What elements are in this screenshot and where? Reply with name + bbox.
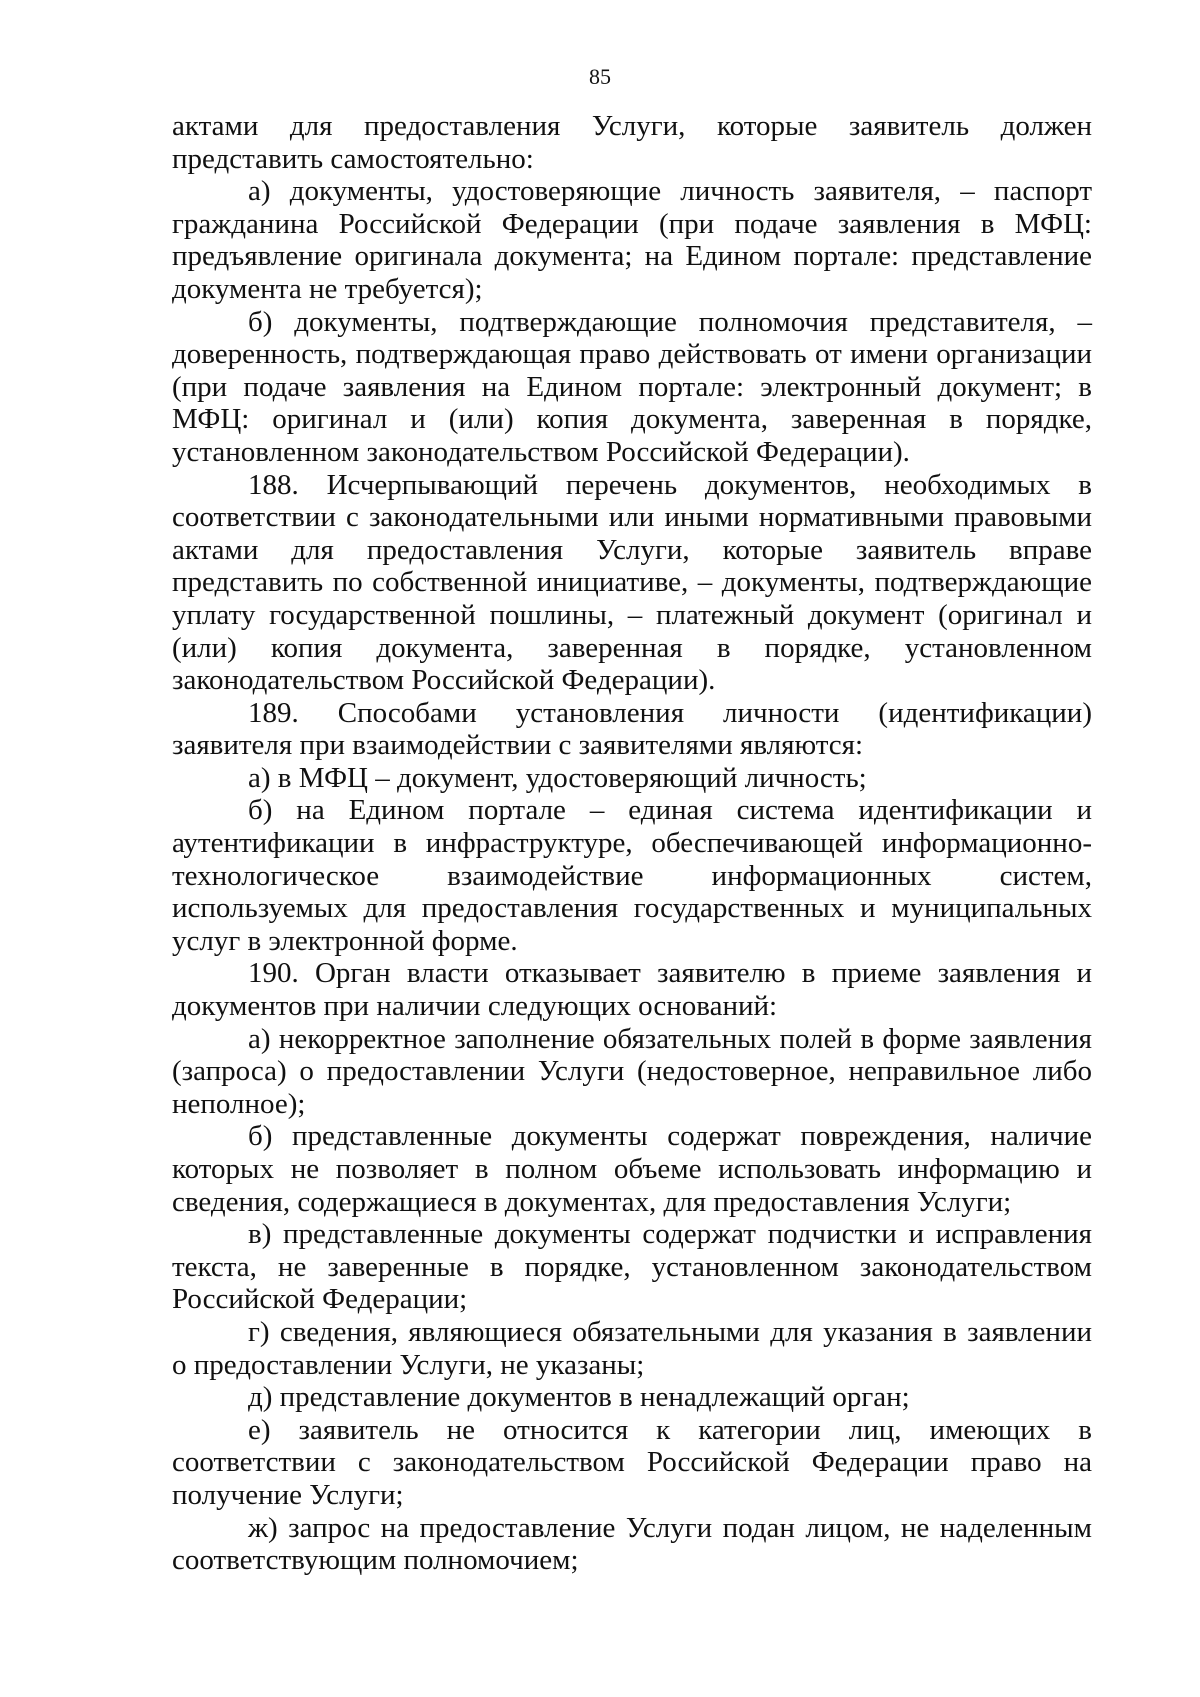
paragraph-190-item-v: в) представленные документы содержат подчистки и исправления текста, не заверенные в порядке, установленном законодательством Российской Федерации; xyxy=(172,1218,1092,1316)
paragraph-189-item-a: а) в МФЦ – документ, удостоверяющий личность; xyxy=(248,761,867,794)
page-number: 85 xyxy=(589,64,611,89)
paragraph-190-item-e: е) заявитель не относится к категории лиц, имеющих в соответствии с законодательством Российской Федерации право на получение Услуги; xyxy=(172,1413,1092,1511)
document-body xyxy=(172,110,1092,1577)
paragraph-189: 189. Способами установления личности (идентификации) заявителя при взаимодействии с заявителями являются: xyxy=(172,696,1092,762)
paragraph-190: 190. Орган власти отказывает заявителю в приеме заявления и документов при наличии следующих оснований: xyxy=(172,957,1092,1023)
paragraph-190-item-a: а) некорректное заполнение обязательных полей в форме заявления (запроса) о предоставлении Услуги (недостоверное, неправильное либо неполное); xyxy=(172,1022,1092,1120)
paragraph-item-a-identity: а) документы, удостоверяющие личность заявителя, – паспорт гражданина Российской Федерации (при подаче заявления в МФЦ: предъявление оригинала документа; на Едином портале: представление документа не требуется); xyxy=(172,175,1092,305)
paragraph-190-item-zh: ж) запрос на предоставление Услуги подан лицом, не наделенным соответствующим полномочием; xyxy=(172,1511,1092,1577)
paragraph-190-item-b: б) представленные документы содержат повреждения, наличие которых не позволяет в полном объеме использовать информацию и сведения, содержащиеся в документах, для предоставления Услуги; xyxy=(172,1120,1092,1218)
paragraph-188: 188. Исчерпывающий перечень документов, необходимых в соответствии с законодательными или иными нормативными правовыми актами для предоставления Услуги, которые заявитель вправе представить по собственной инициативе, – документы, подтверждающие уплату государственной пошлины, – платежный документ (оригинал и (или) копия документа, заверенная в порядке, установленном законодательством Российской Федерации). xyxy=(172,468,1092,697)
paragraph-190-item-d: д) представление документов в ненадлежащий орган; xyxy=(248,1381,910,1414)
paragraph-189-item-b: б) на Едином портале – единая система идентификации и аутентификации в инфраструктуре, обеспечивающей информационно-технологическое взаимодействие информационных систем, используемых для предоставления государственных и муниципальных услуг в электронной форме. xyxy=(172,794,1092,957)
paragraph-continuation: актами для предоставления Услуги, которые заявитель должен представить самостоятельно: xyxy=(172,110,1092,175)
paragraph-190-item-g: г) сведения, являющиеся обязательными для указания в заявлении о предоставлении Услуги, не указаны; xyxy=(172,1315,1092,1381)
paragraph-item-b-authority: б) документы, подтверждающие полномочия представителя, – доверенность, подтверждающая право действовать от имени организации (при подаче заявления на Едином портале: электронный документ; в МФЦ: оригинал и (или) копия документа, заверенная в порядке, установленном законодательством Российской Федерации). xyxy=(172,305,1092,468)
